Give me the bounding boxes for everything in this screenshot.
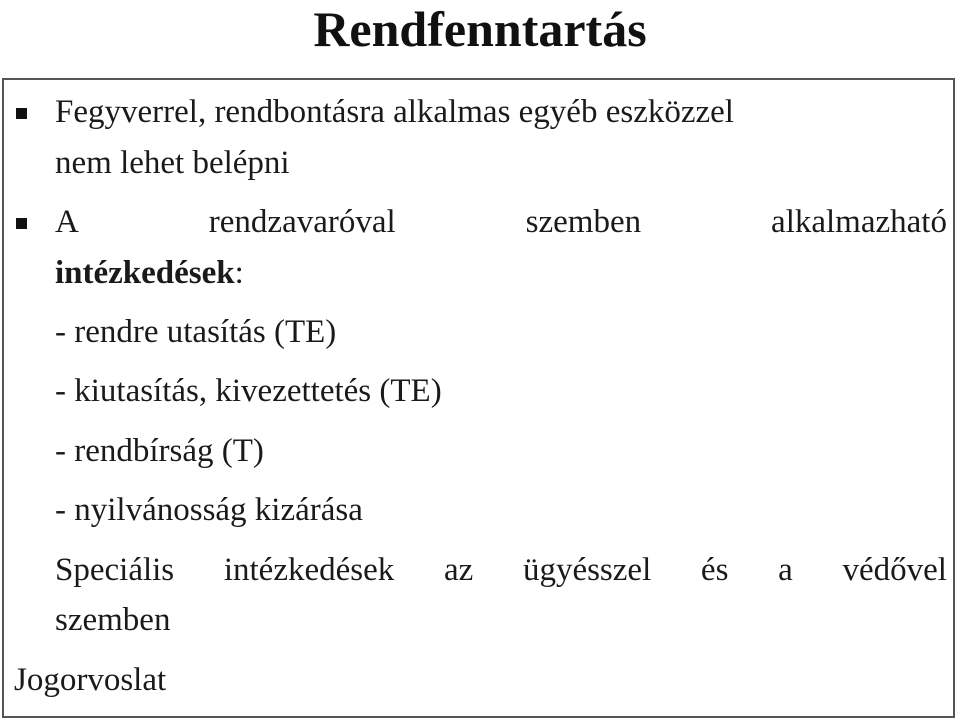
bullet-justified-line [55,202,947,242]
bullet-square-icon [16,218,27,229]
sub-item: - nyilvánosság kizárása [55,492,363,528]
word: és [700,552,729,588]
sub-item: - kiutasítás, kivezettetés (TE) [55,373,442,409]
word: védővel [842,552,947,588]
bold-text: intézkedések [55,255,235,291]
sub-item: - rendre utasítás (TE) [55,314,337,350]
bullet-text-line: Jogorvoslat [14,662,167,698]
word: alkalmazható [771,204,947,240]
word: Speciális [55,552,175,588]
bullet-square-icon [16,108,27,119]
word: az [443,552,474,588]
bullet-text-line [55,253,244,293]
word: ügyésszel [522,552,652,588]
slide-title: Rendfenntartás [313,1,647,57]
word: rendzavaróval [208,204,396,240]
bullet-text-line: nem lehet belépni [55,145,290,181]
bullet-justified-line [55,550,947,590]
bullet-text-line: szemben [55,602,171,638]
sub-item: - rendbírság (T) [55,433,264,469]
word: a [778,552,793,588]
word: szemben [525,204,642,240]
colon-text: : [234,255,244,291]
word: intézkedések [223,552,395,588]
bullet-text-line: Fegyverrel, rendbontásra alkalmas egyéb eszközzel [55,94,734,130]
word: A [55,204,79,240]
